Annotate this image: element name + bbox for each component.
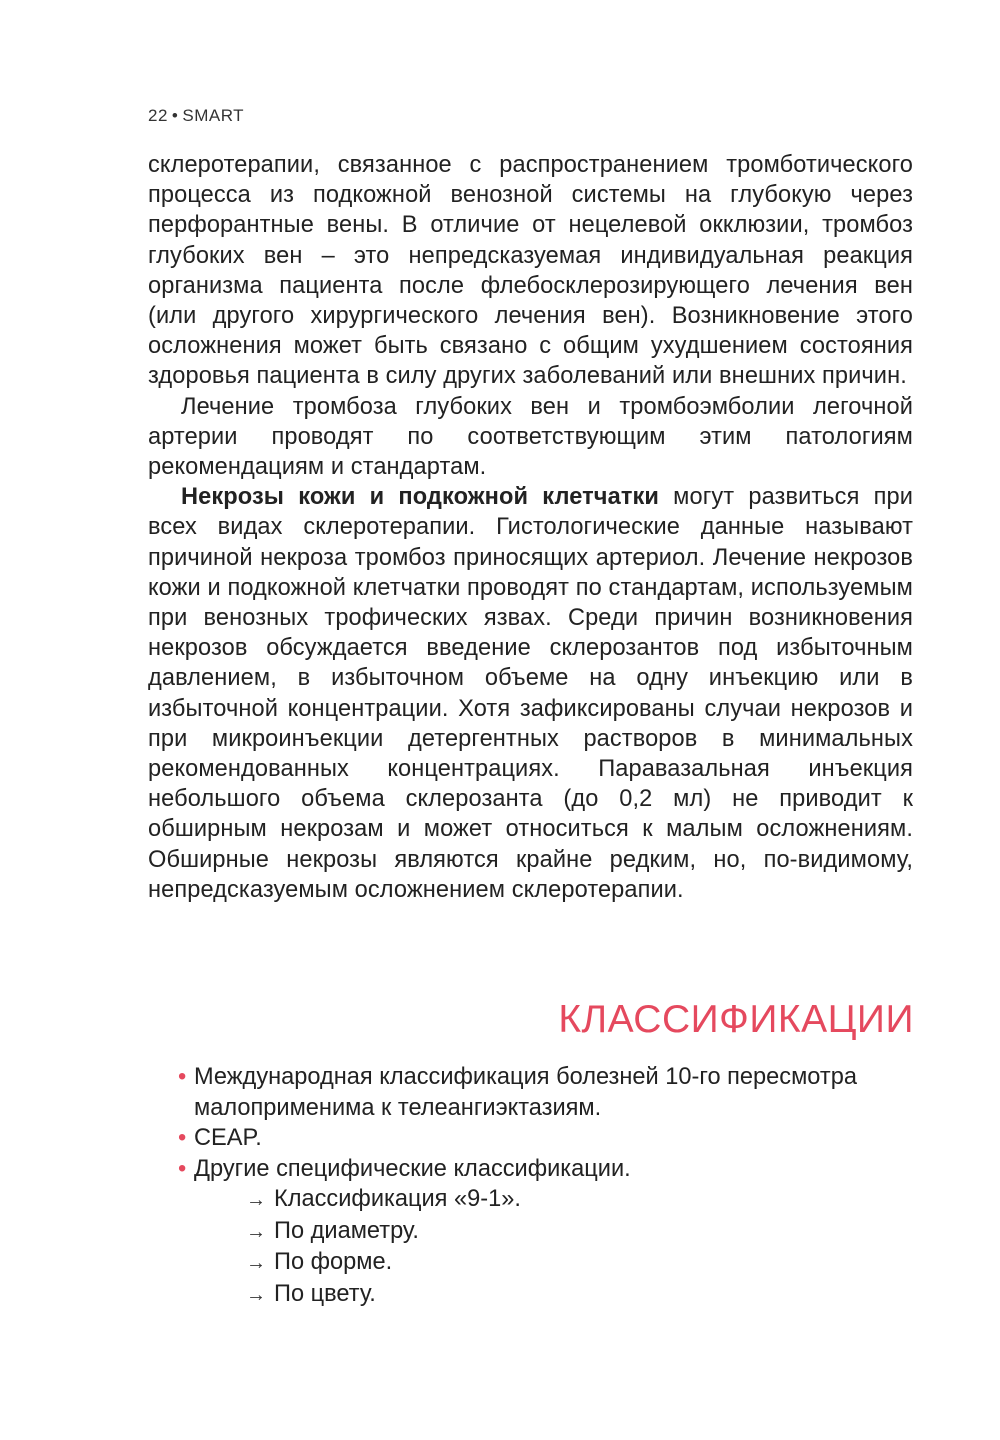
arrow-right-icon: → [246, 1283, 266, 1306]
sublist-item [246, 1247, 918, 1279]
list-item-text: Международная классификация болезней 10-го пересмотра малоприменима к телеангиэктазиям. [194, 1064, 857, 1121]
sublist-item-text: Классификация «9-1». [274, 1186, 521, 1212]
arrow-right-icon: → [246, 1252, 266, 1274]
running-head [148, 106, 244, 126]
paragraph-1: склеротерапии, связанное с распространением тромботического процесса из подкожной венозной системы на глубокую через перфорантные вены. В отличие от нецелевой окклюзии, тромбоз глубоких вен – это непредсказуемая индивидуальная реакция организма пациента после флебосклерозирующего лечения вен (или другого хирургического лечения вен). Возникновение этого осложнения может быть связано с общим ухудшением состояния здоровья пациента в силу других заболеваний или внешних причин. [148, 152, 913, 390]
list-item [178, 1154, 918, 1311]
sublist-item-text: По диаметру. [274, 1217, 419, 1244]
sublist-item [246, 1279, 918, 1311]
paragraph-2: Лечение тромбоза глубоких вен и тромбоэмболии легочной артерии проводят по соответствующим этим патологиям рекомендациям и стандартам. [148, 393, 913, 481]
list-item-text: CEAP. [194, 1125, 262, 1151]
body-text [148, 150, 913, 905]
section-heading: КЛАССИФИКАЦИИ [558, 998, 914, 1041]
sublist-item-text: По цвету. [274, 1280, 376, 1307]
arrow-right-icon: → [246, 1189, 266, 1211]
paragraph-3-bold-term: Некрозы кожи и подкожной клетчатки [181, 484, 659, 511]
sublist-item [246, 1216, 918, 1248]
bullet-icon: • [178, 1155, 187, 1182]
running-title: SMART [182, 106, 245, 125]
sublist-item [246, 1184, 918, 1216]
list-item-text: Другие специфические классификации. [194, 1155, 631, 1182]
list-item [178, 1062, 918, 1123]
paragraph-3-text: могут развиться при всех видах склеротерапии. Гистологические данные называют причиной некроза тромбоз приносящих артериол. Лечение некрозов кожи и подкожной клетчатки проводят по стандартам, используемым при венозных трофических язвах. Среди причин возникновения некрозов обсуждается введение склерозантов под избыточным давлением, в избыточном объеме на одну инъекцию или в избыточной концентрации. Хотя зафиксированы случаи некрозов и при микроинъекции детергентных растворов в минимальных рекомендованных концентрациях. Паравазальная инъекция небольшого объема склерозанта (до 0,2 мл) не приводит к обширным некрозам и может относиться к малым осложнениям. Обширные некрозы являются крайне редким, но, по-видимому, непредсказуемым осложнением склеротерапии. [148, 484, 913, 903]
paragraph-3 [148, 482, 913, 905]
header-separator: • [171, 106, 179, 125]
bullet-icon: • [178, 1064, 187, 1090]
bullet-icon: • [178, 1125, 187, 1151]
classification-list [178, 1062, 918, 1310]
sublist-item-text: По форме. [274, 1249, 393, 1275]
page-number: 22 [148, 106, 168, 125]
arrow-right-icon: → [246, 1220, 266, 1243]
classification-sublist [194, 1184, 918, 1310]
list-item [178, 1123, 918, 1154]
